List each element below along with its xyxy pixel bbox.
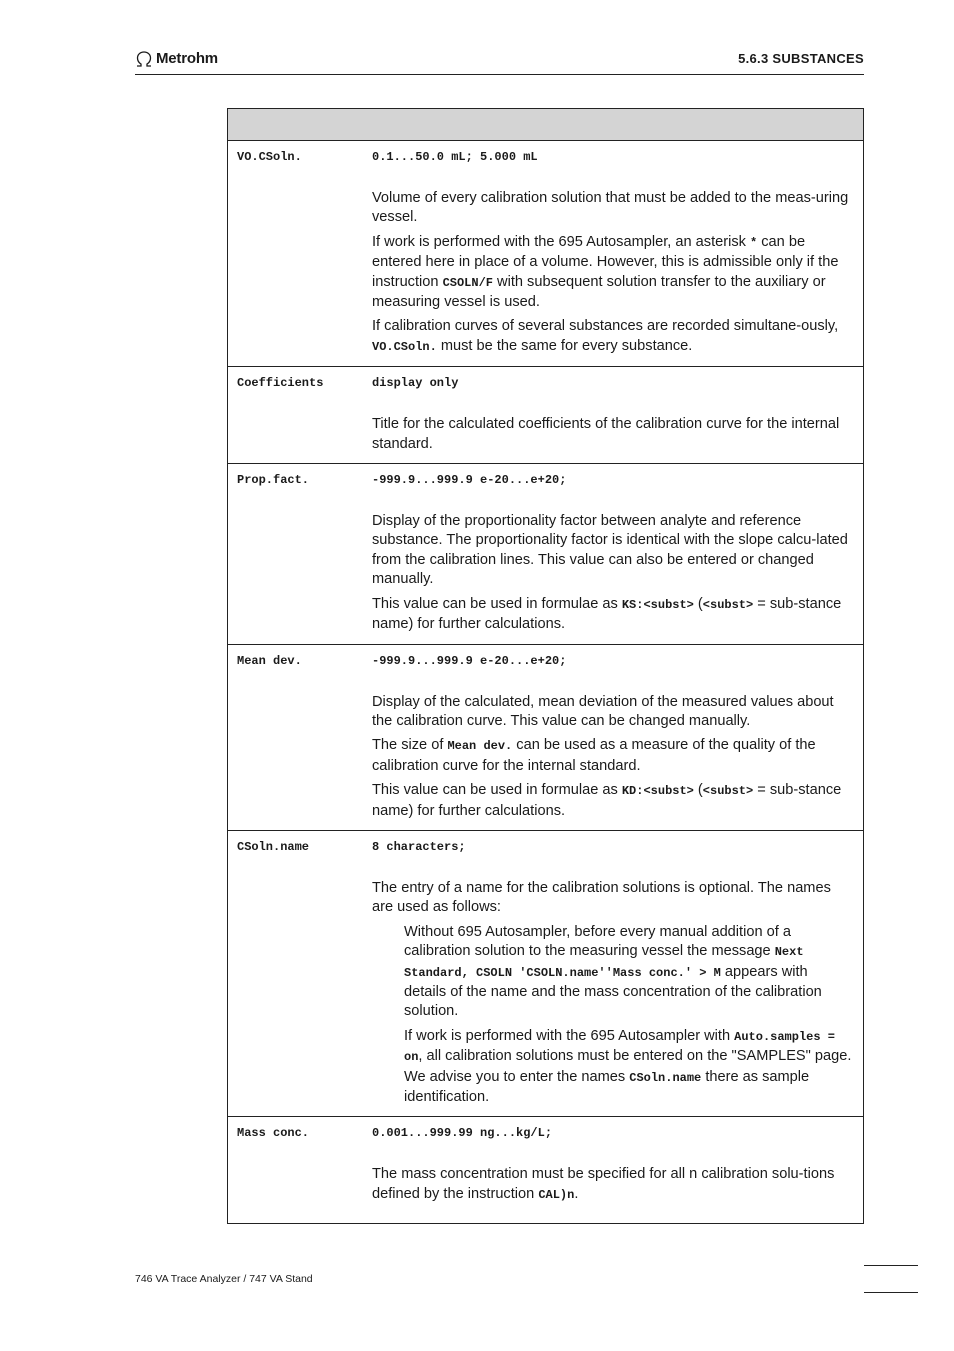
- parameter-description: [228, 464, 863, 643]
- parameter-range: 0.1...50.0 mL; 5.000 mL: [372, 150, 538, 164]
- table-row: [228, 645, 863, 831]
- paragraph: The entry of a name for the calibration solutions is optional. The names are used as follows:: [372, 879, 831, 916]
- paragraph: If work is performed with the 695 Autosampler with Auto.samples = on, all calibration solutions must be entered on the "SAMPLES" page. We advise you to enter the names CSoln.name there as sample identification.: [404, 1027, 852, 1105]
- parameter-description: [228, 831, 863, 1116]
- footer-rule: [864, 1292, 918, 1293]
- brand-name: Metrohm: [156, 50, 218, 67]
- brand-logo: [135, 50, 218, 67]
- parameter-range: -999.9...999.9 e-20...e+20;: [372, 653, 567, 668]
- parameter-name: VO.CSoln.: [237, 150, 302, 164]
- paragraph: Volume of every calibration solution that must be added to the meas-uring vessel.: [372, 190, 849, 226]
- paragraph: Title for the calculated coefficients of the calibration curve for the internal standard.: [372, 416, 840, 452]
- parameter-range: 0.001...999.99 ng...kg/L;: [372, 1126, 553, 1141]
- footer-rule: [864, 1265, 918, 1266]
- paragraph: Without 695 Autosampler, before every manual addition of a calibration solution to the measuring vessel the message Next Standard, CSOLN 'CSOLN.name''Mass conc.' > M appears with details of the name and the mass concentration of the calibration solution.: [404, 923, 822, 1020]
- parameter-range: -999.9...999.9 e-20...e+20;: [372, 473, 567, 488]
- paragraph: This value can be used in formulae as KS:<subst> (<subst> = sub-stance name) for further calculations.: [372, 595, 842, 633]
- section-title: 5.6.3 SUBSTANCES: [738, 51, 864, 66]
- page-header: [135, 46, 864, 75]
- parameter-description: [228, 645, 863, 830]
- table-row: [228, 464, 863, 644]
- parameter-name: CSoln.name: [237, 839, 310, 854]
- parameter-range: display only: [372, 376, 459, 391]
- table-row: [228, 367, 863, 464]
- paragraph: If calibration curves of several substances are recorded simultane-ously, VO.CSoln. must be the same for every substance.: [372, 318, 839, 354]
- paragraph: If work is performed with the 695 Autosampler, an asterisk * can be entered here in place of a volume. However, this is admissible only if the instruction CSOLN/F with subsequent solution transfer to the auxiliary or measuring vessel is used.: [372, 233, 839, 311]
- parameter-name: Coefficients: [237, 376, 324, 391]
- parameter-description: [228, 141, 863, 366]
- paragraph: The mass concentration must be specified for all n calibration solu-tions defined by the instruction CAL)n.: [372, 1166, 835, 1202]
- paragraph: This value can be used in formulae as KD:<subst> (<subst> = sub-stance name) for further calculations.: [372, 782, 842, 819]
- paragraph: The size of Mean dev. can be used as a measure of the quality of the calibration curve for the internal standard.: [372, 737, 816, 774]
- table-header: [228, 109, 863, 141]
- omega-logo-icon: [135, 51, 153, 67]
- parameter-range: 8 characters;: [372, 839, 466, 854]
- table-row: [228, 831, 863, 1117]
- parameter-name: Prop.fact.: [237, 473, 310, 488]
- paragraph: Display of the proportionality factor between analyte and reference substance. The proportionality factor is identical with the slope calcu-lated from the calibration lines. This value can also be entered or changed manually.: [372, 513, 848, 588]
- parameter-name: Mass conc.: [237, 1126, 310, 1141]
- table-row: [228, 1117, 863, 1223]
- table-row: [228, 141, 863, 367]
- paragraph: Display of the calculated, mean deviation of the measured values about the calibration curve. This value can be changed manually.: [372, 693, 834, 729]
- parameter-name: Mean dev.: [237, 653, 302, 668]
- parameter-table: [227, 108, 864, 1224]
- footer-text: 746 VA Trace Analyzer / 747 VA Stand: [135, 1273, 313, 1285]
